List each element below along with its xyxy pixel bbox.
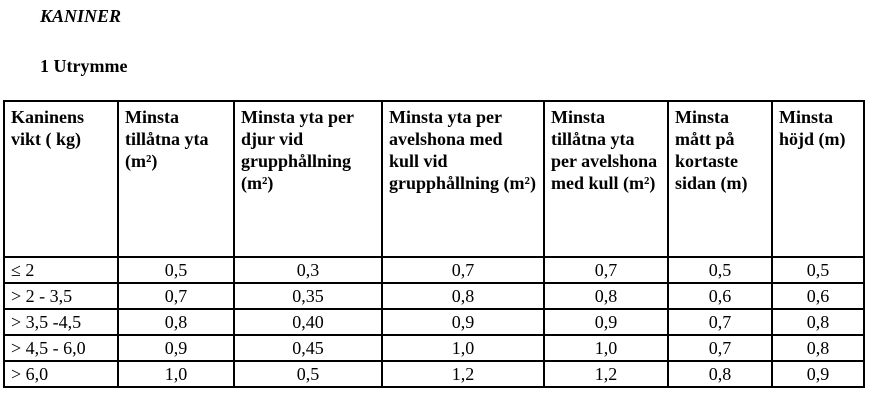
- cell-min-height: 0,8: [772, 335, 864, 361]
- header-min-height: Minsta höjd (m): [772, 101, 864, 257]
- cell-min-shortest-side: 0,7: [668, 309, 772, 335]
- cell-min-area: 0,7: [118, 283, 234, 309]
- cell-min-shortest-side: 0,6: [668, 283, 772, 309]
- cell-min-area-per-animal-group: 0,5: [234, 361, 382, 387]
- cell-min-height: 0,5: [772, 257, 864, 283]
- cell-min-area-breeding-doe-group: 0,9: [382, 309, 544, 335]
- cell-weight: > 6,0: [4, 361, 118, 387]
- header-min-area: Minsta tillåtna yta (m²): [118, 101, 234, 257]
- cell-min-area-breeding-doe: 0,8: [544, 283, 668, 309]
- header-rabbit-weight: Kaninens vikt ( kg): [4, 101, 118, 257]
- cell-min-area-breeding-doe: 1,0: [544, 335, 668, 361]
- header-min-area-breeding-doe-group: Minsta yta per avelshona med kull vid grupphållning (m²): [382, 101, 544, 257]
- cell-min-shortest-side: 0,7: [668, 335, 772, 361]
- table-row: [4, 361, 864, 387]
- cell-weight: > 4,5 - 6,0: [4, 335, 118, 361]
- cell-min-area-breeding-doe-group: 1,2: [382, 361, 544, 387]
- cell-min-area: 1,0: [118, 361, 234, 387]
- cell-min-height: 0,9: [772, 361, 864, 387]
- cell-min-height: 0,8: [772, 309, 864, 335]
- table-row: [4, 257, 864, 283]
- document-title: KANINER: [40, 6, 122, 26]
- cell-weight: ≤ 2: [4, 257, 118, 283]
- cell-weight: > 3,5 -4,5: [4, 309, 118, 335]
- cell-min-shortest-side: 0,8: [668, 361, 772, 387]
- cell-min-area-breeding-doe-group: 0,7: [382, 257, 544, 283]
- cell-min-area: 0,9: [118, 335, 234, 361]
- space-requirements-table: [3, 100, 865, 388]
- cell-min-area-per-animal-group: 0,45: [234, 335, 382, 361]
- cell-min-area-per-animal-group: 0,35: [234, 283, 382, 309]
- cell-min-area-breeding-doe: 0,7: [544, 257, 668, 283]
- cell-weight: > 2 - 3,5: [4, 283, 118, 309]
- cell-min-area-breeding-doe: 1,2: [544, 361, 668, 387]
- section-title: 1 Utrymme: [40, 56, 128, 76]
- header-min-area-per-animal-group: Minsta yta per djur vid grupphållning (m²): [234, 101, 382, 257]
- header-min-area-breeding-doe: Minsta tillåtna yta per avelshona med kull (m²): [544, 101, 668, 257]
- header-min-shortest-side: Minsta mått på kortaste sidan (m): [668, 101, 772, 257]
- table-row: [4, 335, 864, 361]
- table-row: [4, 283, 864, 309]
- cell-min-area: 0,5: [118, 257, 234, 283]
- table-row: [4, 309, 864, 335]
- cell-min-area-breeding-doe-group: 0,8: [382, 283, 544, 309]
- table-header-row: [4, 101, 864, 257]
- cell-min-height: 0,6: [772, 283, 864, 309]
- cell-min-area-per-animal-group: 0,3: [234, 257, 382, 283]
- cell-min-area-breeding-doe-group: 1,0: [382, 335, 544, 361]
- cell-min-area: 0,8: [118, 309, 234, 335]
- cell-min-area-breeding-doe: 0,9: [544, 309, 668, 335]
- cell-min-shortest-side: 0,5: [668, 257, 772, 283]
- cell-min-area-per-animal-group: 0,40: [234, 309, 382, 335]
